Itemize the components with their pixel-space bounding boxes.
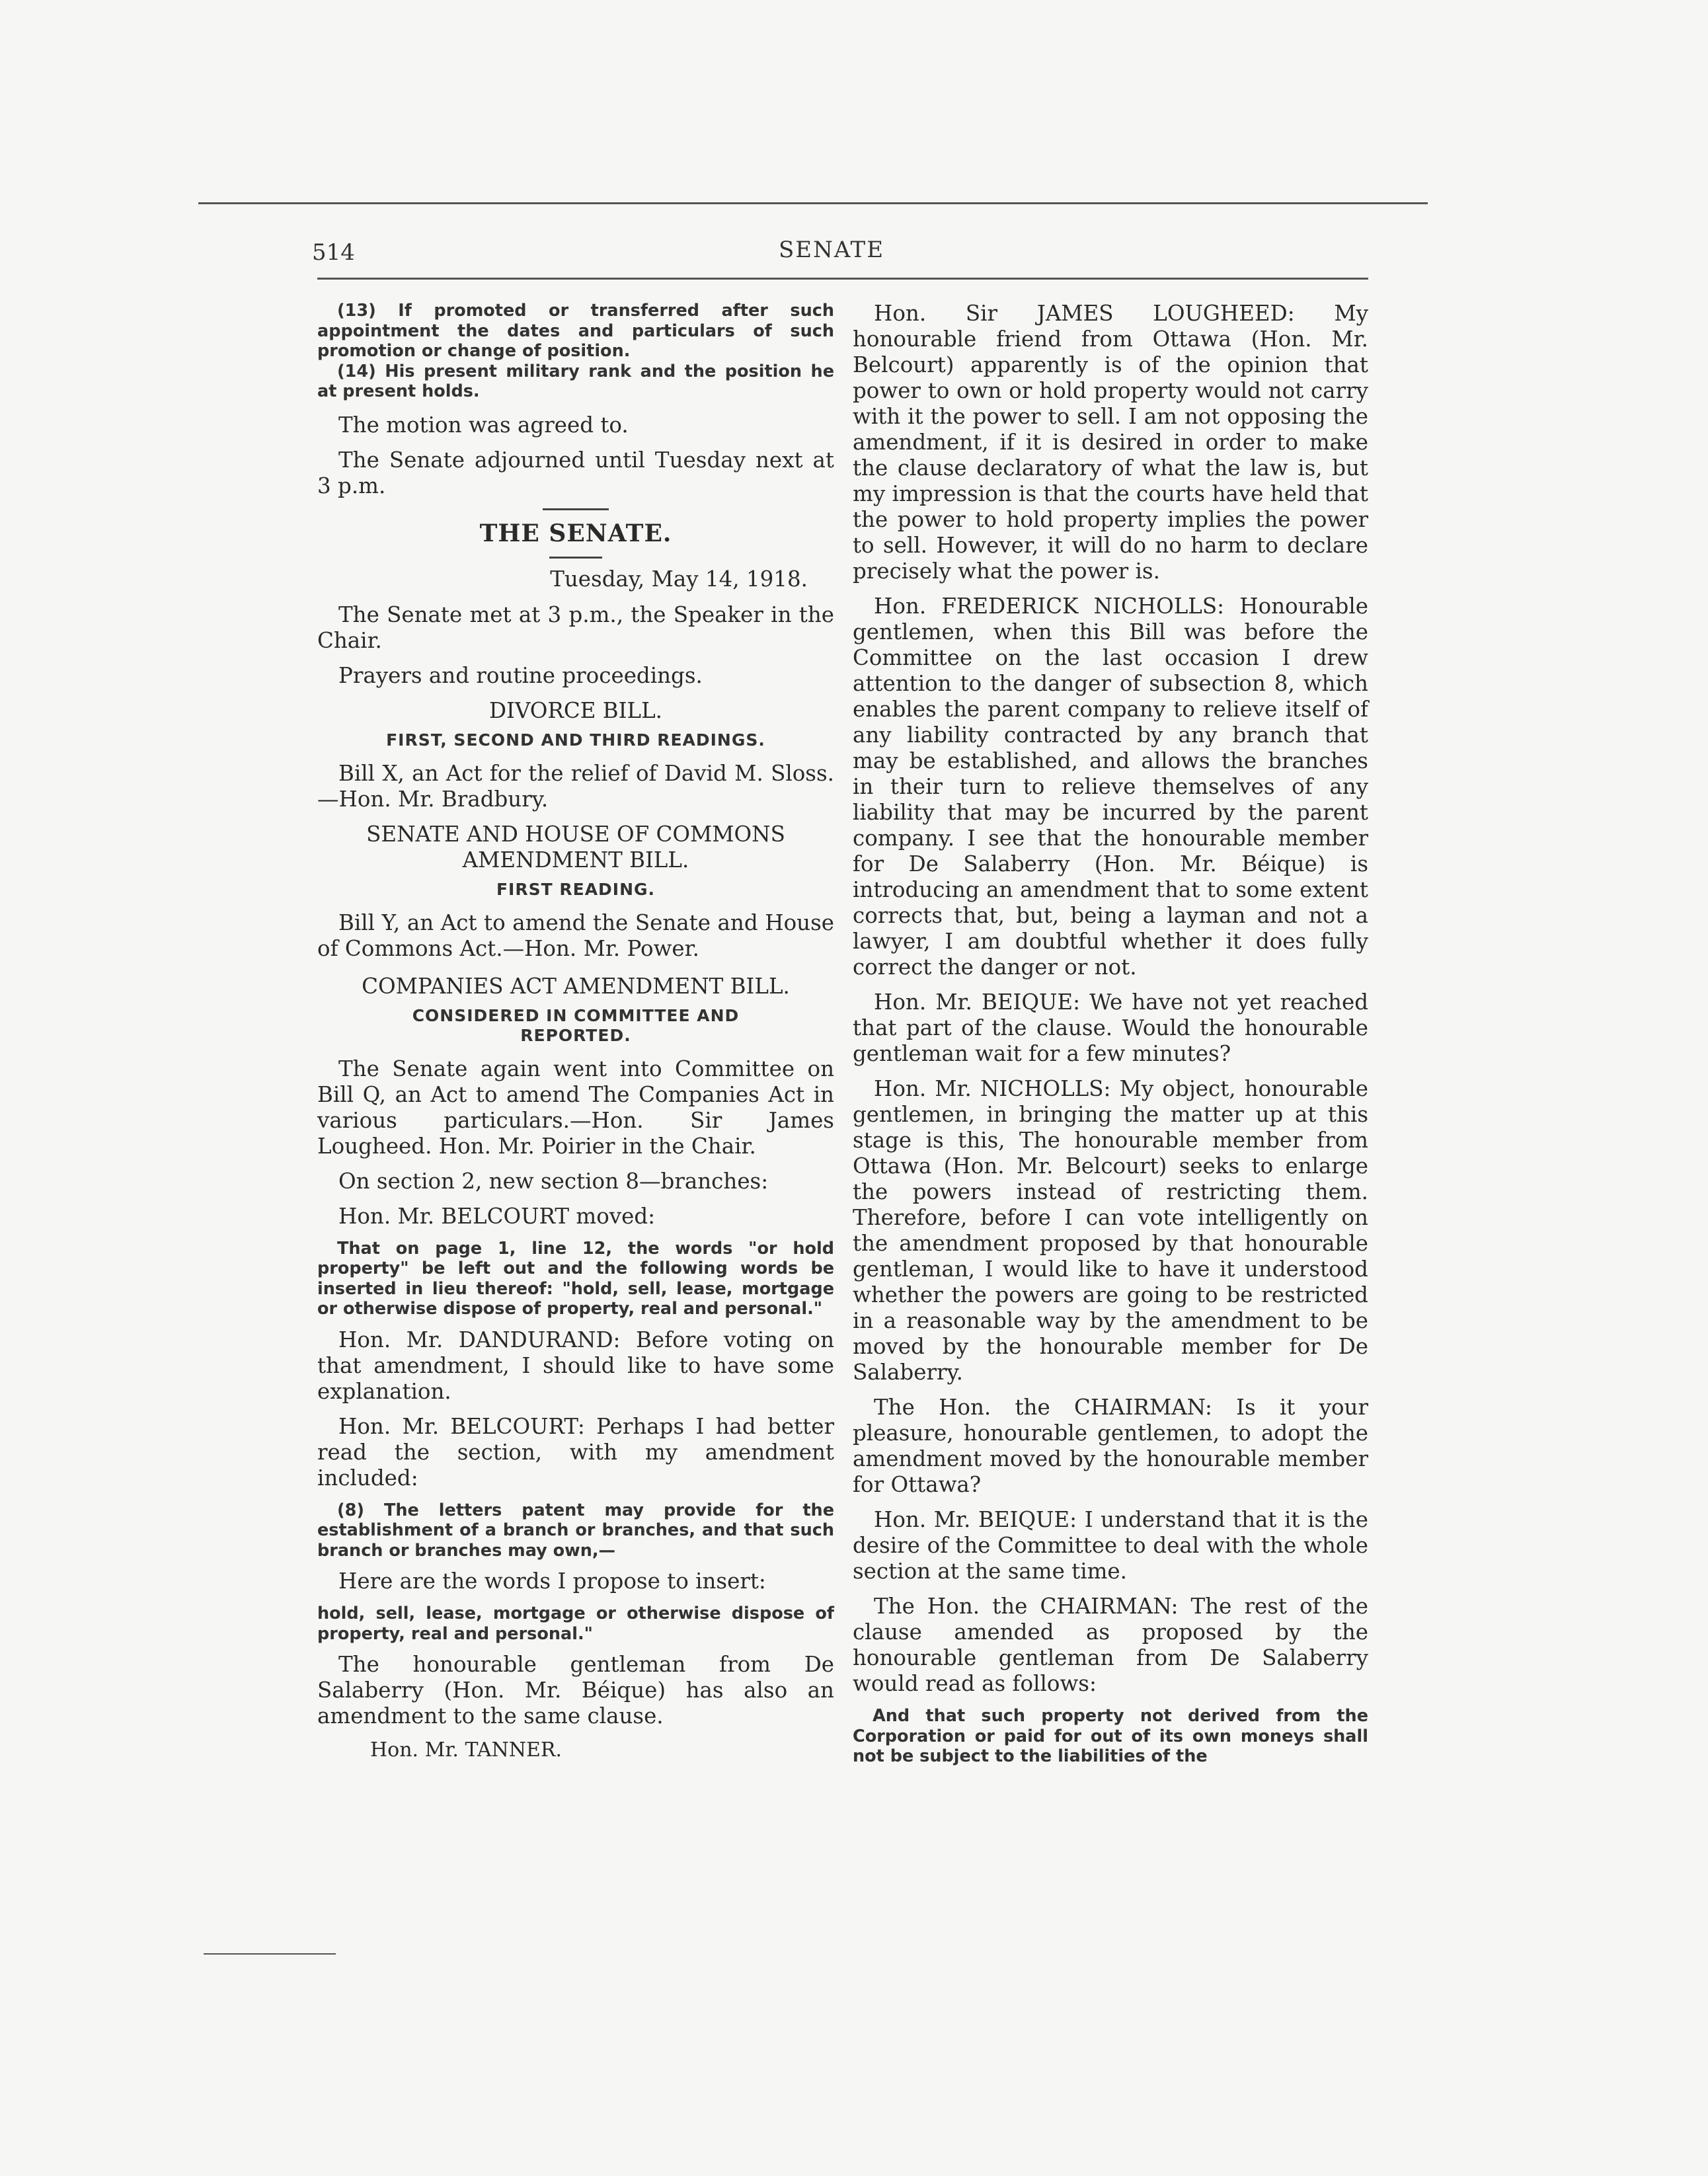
motion-text: That on page 1, line 12, the words "or hold property" be left out and the following words be inserted in lieu thereof: "hold, sell, lease, mortgage or otherwise dispose of property, real and personal." — [317, 1238, 834, 1319]
chairman-speech-1: The Hon. the CHAIRMAN: Is it your pleasure, honourable gentlemen, to adopt the amendment moved by the honourable member for Ottawa? — [853, 1395, 1368, 1497]
companies-subheading: CONSIDERED IN COMMITTEE AND REPORTED. — [412, 1005, 740, 1045]
subsection-8-text: (8) The letters patent may provide for the establishment of a branch or branches, and that such branch or branches may own,— — [317, 1500, 834, 1561]
companies-heading: COMPANIES ACT AMENDMENT BILL. — [362, 973, 790, 999]
senate-heading: THE SENATE. — [479, 519, 672, 547]
committee-paragraph: The Senate again went into Committee on Bill Q, an Act to amend The Companies Act in various particulars.—Hon. Sir James Lougheed. Hon. Mr. Poirier in the Chair. — [317, 1056, 834, 1159]
first-reading: FIRST READING. — [496, 879, 656, 899]
senate-met: The Senate met at 3 p.m., the Speaker in the Chair. — [317, 602, 834, 653]
left-column — [317, 301, 834, 1762]
senate-house-heading: SENATE AND HOUSE OF COMMONS AMENDMENT BILL. — [366, 821, 785, 873]
adjourned: The Senate adjourned until Tuesday next at 3 p.m. — [317, 447, 834, 498]
section-note: On section 2, new section 8—branches: — [338, 1168, 769, 1194]
divider — [543, 508, 609, 510]
salaberry-note: The honourable gentleman from De Salaberry (Hon. Mr. Béique) has also an amendment to the same clause. — [317, 1652, 834, 1729]
nicholls-speech-1: Hon. FREDERICK NICHOLLS: Honourable gentlemen, when this Bill was before the Committee on the last occasion I drew attention to the danger of subsection 8, which enables the parent company to relieve itself of any liability contracted by any branch that may be established, and allows the branches in their turn to relieve themselves of any liability that may be incurred by the parent company. I see that the honourable member for De Salaberry (Hon. Mr. Béique) is introducing an amendment that to some extent corrects that, but, being a layman and not a lawyer, I am doubtful whether it does fully correct the danger or not. — [853, 594, 1368, 980]
header-rule — [317, 278, 1368, 280]
property-text: And that such property not derived from the Corporation or paid for out of its own moneys shall not be subject to the liabilities of the — [853, 1706, 1368, 1766]
bill-y: Bill Y, an Act to amend the Senate and House of Commons Act.—Hon. Mr. Power. — [317, 910, 834, 961]
item-14: (14) His present military rank and the position he at present holds. — [317, 361, 834, 401]
chairman-speech-2: The Hon. the CHAIRMAN: The rest of the clause amended as proposed by the honourable gentleman from De Salaberry would read as follows: — [853, 1594, 1368, 1696]
divider — [549, 557, 602, 559]
belcourt-speech: Hon. Mr. BELCOURT: Perhaps I had better read the section, with my amendment included: — [317, 1413, 834, 1491]
divorce-subheading: FIRST, SECOND AND THIRD READINGS. — [386, 730, 765, 750]
motion-agreed: The motion was agreed to. — [338, 412, 629, 438]
bill-x: Bill X, an Act for the relief of David M. Sloss.—Hon. Mr. Bradbury. — [317, 760, 834, 812]
page-title: SENATE — [779, 237, 885, 263]
sitting-date: Tuesday, May 14, 1918. — [550, 566, 808, 592]
item-13: (13) If promoted or transferred after such appointment the dates and particulars of such promotion or change of position. — [317, 301, 834, 361]
bottom-rule — [204, 1953, 336, 1955]
lougheed-speech: Hon. Sir JAMES LOUGHEED: My honourable friend from Ottawa (Hon. Mr. Belcourt) apparently is of the opinion that power to own or hold property would not carry with it the power to sell. I am not opposing the amendment, if it is desired in order to make the clause declaratory of what the law is, but my impression is that the courts have held that the power to hold property implies the power to sell. However, it will do no harm to declare precisely what the power is. — [853, 301, 1368, 584]
prayers: Prayers and routine proceedings. — [338, 662, 703, 688]
dandurand-speech: Hon. Mr. DANDURAND: Before voting on that amendment, I should like to have some explanation. — [317, 1327, 834, 1404]
tanner-speaker: Hon. Mr. TANNER. — [370, 1738, 563, 1762]
top-rule — [198, 202, 1428, 204]
beique-speech-2: Hon. Mr. BEIQUE: I understand that it is the desire of the Committee to deal with the whole section at the same time. — [853, 1507, 1368, 1584]
right-column — [853, 301, 1368, 1775]
nicholls-speech-2: Hon. Mr. NICHOLLS: My object, honourable gentlemen, in bringing the matter up at this stage is this, The honourable member from Ottawa (Hon. Mr. Belcourt) seeks to enlarge the powers instead of restricting them. Therefore, before I can vote intelligently on the amendment proposed by that honourable gentleman, I would like to have it understood whether the powers are going to be restricted in a reasonable way by the amendment to be moved by the honourable member for De Salaberry. — [853, 1076, 1368, 1385]
here-words: Here are the words I propose to insert: — [338, 1569, 766, 1594]
beique-speech-1: Hon. Mr. BEIQUE: We have not yet reached that part of the clause. Would the honourable gentleman wait for a few minutes? — [853, 990, 1368, 1066]
belcourt-moved: Hon. Mr. BELCOURT moved: — [338, 1203, 656, 1229]
page-number: 514 — [312, 239, 355, 266]
insert-text: hold, sell, lease, mortgage or otherwise dispose of property, real and personal." — [317, 1604, 834, 1644]
divorce-heading: DIVORCE BILL. — [488, 697, 663, 723]
